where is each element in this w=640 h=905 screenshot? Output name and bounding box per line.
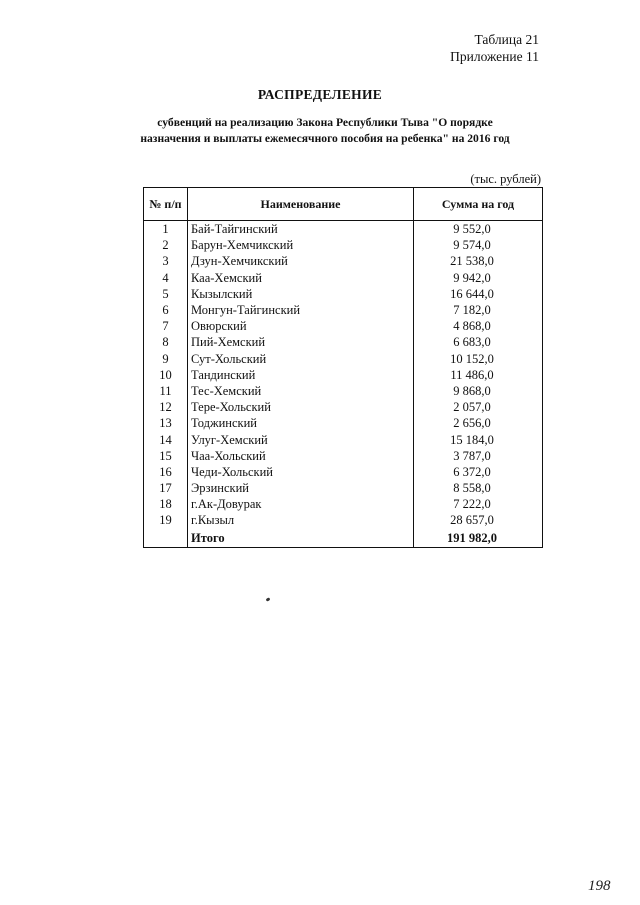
subtitle-line-1: субвенций на реализацию Закона Республики Тыва "О порядке — [157, 116, 493, 129]
row-number: 15 — [144, 448, 188, 464]
row-name: Каа-Хемский — [188, 270, 414, 286]
table-row — [144, 512, 543, 528]
document-title: РАСПРЕДЕЛЕНИЕ — [257, 87, 383, 102]
row-name: Овюрский — [188, 318, 414, 334]
row-number: 1 — [144, 221, 188, 238]
row-number: 11 — [144, 383, 188, 399]
appendix-label: Приложение 11 — [450, 49, 539, 64]
table-row — [144, 221, 543, 238]
subtitle-line-2: назначения и выплаты ежемесячного пособия на ребенка" на 2016 год — [140, 132, 510, 145]
table-body — [144, 221, 543, 548]
row-name: Пий-Хемский — [188, 334, 414, 350]
row-name: Дзун-Хемчикский — [188, 253, 414, 269]
document-subtitle — [110, 115, 540, 147]
row-number: 14 — [144, 431, 188, 447]
row-amount: 2 656,0 — [414, 415, 543, 431]
scan-speck — [266, 597, 271, 602]
row-name: Тоджинский — [188, 415, 414, 431]
table-header-row — [144, 188, 543, 221]
row-amount: 10 152,0 — [414, 351, 543, 367]
table-row — [144, 302, 543, 318]
row-number: 19 — [144, 512, 188, 528]
column-header-number: № п/п — [144, 188, 188, 221]
table-row — [144, 367, 543, 383]
unit-label: (тыс. рублей) — [470, 172, 541, 186]
table-row — [144, 270, 543, 286]
table-row — [144, 415, 543, 431]
table-row — [144, 496, 543, 512]
row-amount: 6 683,0 — [414, 334, 543, 350]
table-row — [144, 351, 543, 367]
distribution-table — [143, 187, 543, 548]
row-number: 7 — [144, 318, 188, 334]
row-name: Улуг-Хемский — [188, 431, 414, 447]
row-amount: 7 182,0 — [414, 302, 543, 318]
row-name: г.Ак-Довурак — [188, 496, 414, 512]
row-number: 6 — [144, 302, 188, 318]
row-amount: 9 552,0 — [414, 221, 543, 238]
table-row — [144, 448, 543, 464]
table-row — [144, 334, 543, 350]
table-row — [144, 286, 543, 302]
table-row — [144, 318, 543, 334]
page-header — [450, 31, 539, 65]
row-name: г.Кызыл — [188, 512, 414, 528]
row-amount: 15 184,0 — [414, 431, 543, 447]
row-amount: 11 486,0 — [414, 367, 543, 383]
row-name: Эрзинский — [188, 480, 414, 496]
row-name: Кызылский — [188, 286, 414, 302]
row-number: 12 — [144, 399, 188, 415]
total-row — [144, 529, 543, 548]
row-amount: 21 538,0 — [414, 253, 543, 269]
row-number: 13 — [144, 415, 188, 431]
row-amount: 7 222,0 — [414, 496, 543, 512]
row-amount: 9 868,0 — [414, 383, 543, 399]
table-row — [144, 253, 543, 269]
table-row — [144, 399, 543, 415]
total-label: Итого — [188, 529, 414, 548]
row-name: Бай-Тайгинский — [188, 221, 414, 238]
row-number: 9 — [144, 351, 188, 367]
table-row — [144, 431, 543, 447]
row-name: Барун-Хемчикский — [188, 237, 414, 253]
row-amount: 28 657,0 — [414, 512, 543, 528]
row-number: 2 — [144, 237, 188, 253]
row-name: Сут-Хольский — [188, 351, 414, 367]
row-number: 17 — [144, 480, 188, 496]
column-header-name: Наименование — [188, 188, 414, 221]
row-name: Чаа-Хольский — [188, 448, 414, 464]
row-amount: 6 372,0 — [414, 464, 543, 480]
table-label: Таблица 21 — [474, 32, 539, 47]
row-name: Тес-Хемский — [188, 383, 414, 399]
row-number: 10 — [144, 367, 188, 383]
row-amount: 3 787,0 — [414, 448, 543, 464]
row-amount: 4 868,0 — [414, 318, 543, 334]
row-amount: 8 558,0 — [414, 480, 543, 496]
table-row — [144, 383, 543, 399]
row-amount: 9 574,0 — [414, 237, 543, 253]
row-number: 4 — [144, 270, 188, 286]
column-header-amount: Сумма на год — [414, 188, 543, 221]
table-row — [144, 237, 543, 253]
row-number: 18 — [144, 496, 188, 512]
row-name: Чеди-Хольский — [188, 464, 414, 480]
row-number: 16 — [144, 464, 188, 480]
row-number: 8 — [144, 334, 188, 350]
table-row — [144, 480, 543, 496]
row-amount: 16 644,0 — [414, 286, 543, 302]
row-number: 5 — [144, 286, 188, 302]
table-row — [144, 464, 543, 480]
total-amount: 191 982,0 — [414, 529, 543, 548]
row-amount: 2 057,0 — [414, 399, 543, 415]
total-number-empty — [144, 529, 188, 548]
row-name: Тере-Хольский — [188, 399, 414, 415]
page-number: 198 — [588, 878, 611, 894]
row-name: Тандинский — [188, 367, 414, 383]
row-amount: 9 942,0 — [414, 270, 543, 286]
row-number: 3 — [144, 253, 188, 269]
row-name: Монгун-Тайгинский — [188, 302, 414, 318]
